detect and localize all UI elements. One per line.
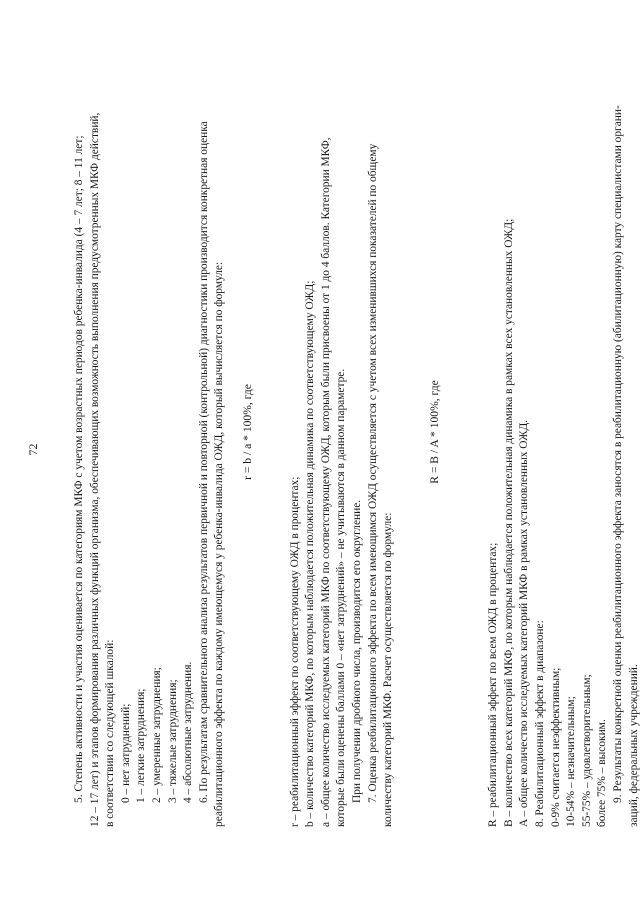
formula-R: R = B / A * 100%, где (427, 380, 441, 484)
paragraph-5-line-1: 5. Степень активности и участия оценивается по категориям МКФ с учетом возрастных периодов ребенка-инвалида (4 – 7 лет; 8 – 11 лет; (73, 135, 85, 803)
paragraph-9-line-2: заций, федеральных учреждений. (627, 664, 640, 827)
range-item: более 75% – высоким. (596, 719, 609, 827)
page-number: 72 (26, 443, 40, 456)
paragraph-5-line-2: 12 – 17 лет) и этапов формирования различных функций организма, обеспечивающих возможность выполнения предусмотренных МКФ действий, (88, 112, 101, 827)
paragraph-5-line-3: в соответствии со следующей шкалой: (104, 639, 117, 827)
paragraph-8: 8. Реабилитационный эффект в диапазоне: (534, 620, 547, 827)
formula-r: r = b / a * 100%, где (240, 384, 254, 480)
range-item: 10-54% – незначительным; (565, 696, 578, 827)
definition-r: r – реабилитационный эффект по соответствующему ОЖД в процентах; (288, 476, 301, 827)
paragraph-7-line-1: 7. Оценка реабилитационного эффекта по всем имеющимся ОЖД осуществляется с учетом всех изменившихся показателей по общему (366, 143, 379, 803)
range-item: 55-75% – удовлетворительным; (580, 674, 593, 827)
definition-a-line-1: a – общее количество исследуемых категорий МКФ по соответствующему ОЖД, которым были присвоены от 1 до 4 баллов. Категории МКФ, (319, 137, 332, 827)
page-content (72, 37, 640, 827)
scale-item: 3 – тяжелые затруднения; (166, 679, 179, 803)
paragraph-6-line-1: 6. По результатам сравнительного анализа результатов первичной и повторной (контрольной) диагностики производится конкретная оценка (197, 121, 210, 803)
scale-item: 0 – нет затруднений; (119, 703, 132, 803)
range-item: 0-9% считается неэффективным; (549, 667, 562, 827)
scale-item: 1 – легкие затруднения; (135, 688, 148, 803)
definition-b: b – количество категорий МКФ, по которым наблюдается положительная динамика по соответствующему ОЖД; (304, 280, 317, 827)
paragraph-6-line-2: реабилитационного эффекта по каждому имеющемуся у ребенка-инвалида ОЖД, который вычисляется по формуле: (213, 261, 226, 827)
scale-item: 2 – умеренные затруднения; (150, 667, 163, 803)
definition-a-line-2: которые были оценены баллами 0 – «нет затруднений» – не учитываются в данном параметре. (335, 368, 348, 827)
rounding-note: При получении дробного числа, производится его округление. (350, 499, 363, 803)
paragraph-9-line-1: 9. Результаты конкретной оценки реабилитационного эффекта заносятся в реабилитационную (абилитационную) карту специалистами органи- (612, 105, 625, 803)
definition-R: R – реабилитационный эффект по всем ОЖД в процентах; (487, 542, 500, 827)
scale-item: 4 – абсолютные затруднения. (182, 661, 195, 803)
definition-A: A – общее количество исследуемых категорий МКФ в рамках установленных ОЖД. (518, 419, 531, 827)
definition-B: B – количество всех категорий МКФ, по которым наблюдается положительная динамика в рамках всех установленных ОЖД; (502, 218, 515, 827)
paragraph-7-line-2: количеству категорий МКФ. Расчет осуществляется по формуле: (382, 512, 395, 827)
